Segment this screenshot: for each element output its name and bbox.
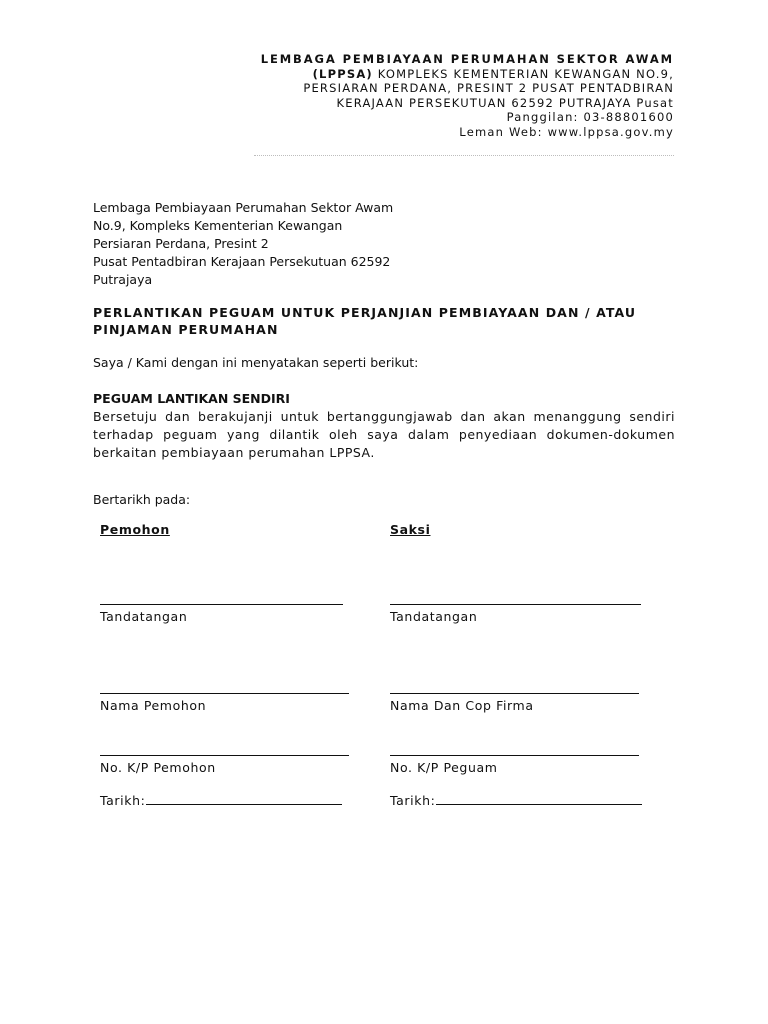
address-line: Lembaga Pembiayaan Perumahan Sektor Awam — [93, 200, 394, 215]
applicant-date-label: Tarikh: — [100, 793, 146, 808]
applicant-ic-block — [100, 755, 349, 775]
letterhead-org-name: LEMBAGA PEMBIAYAAN PERUMAHAN SEKTOR AWAM — [260, 52, 674, 66]
witness-signature-block — [390, 604, 641, 624]
applicant-name-line[interactable] — [100, 693, 349, 694]
address-line: No.9, Kompleks Kementerian Kewangan — [93, 218, 343, 233]
letterhead-address-2: PERSIARAN PERDANA, PRESINT 2 PUSAT PENTADBIRAN — [303, 81, 674, 96]
address-line: Pusat Pentadbiran Kerajaan Persekutuan 62592 — [93, 254, 391, 269]
intro-text: Saya / Kami dengan ini menyatakan seperti berikut: — [93, 355, 419, 370]
witness-date-label: Tarikh: — [390, 793, 436, 808]
address-line: Putrajaya — [93, 272, 153, 287]
applicant-date-line[interactable] — [146, 792, 342, 805]
applicant-signature-block — [100, 604, 343, 624]
applicant-name-block — [100, 693, 349, 713]
section-heading: PEGUAM LANTIKAN SENDIRI — [93, 391, 290, 406]
witness-name-line[interactable] — [390, 693, 639, 694]
letterhead-website: Leman Web: www.lppsa.gov.my — [459, 124, 674, 139]
section-body: Bersetuju dan berakujanji untuk bertanggungjawab dan akan menanggung sendiri terhadap peguam yang dilantik oleh saya dalam penyediaan dokumen-dokumen berkaitan pembiayaan perumahan LPPSA. — [93, 409, 675, 460]
witness-name-label: Nama Dan Cop Firma — [390, 698, 534, 713]
applicant-name-label: Nama Pemohon — [100, 698, 207, 713]
recipient-address — [93, 199, 393, 289]
subject-heading: PERLANTIKAN PEGUAM UNTUK PERJANJIAN PEMBIAYAAN DAN / ATAU PINJAMAN PERUMAHAN — [93, 305, 637, 337]
applicant-signature-line[interactable] — [100, 604, 343, 605]
letterhead-address-3: KERAJAAN PERSEKUTUAN 62592 PUTRAJAYA Pusat — [336, 95, 674, 110]
witness-ic-label: No. K/P Peguam — [390, 760, 498, 775]
applicant-ic-line[interactable] — [100, 755, 349, 756]
applicant-date-row — [100, 792, 342, 808]
letterhead-phone: Panggilan: 03-88801600 — [506, 110, 674, 125]
address-line: Persiaran Perdana, Presint 2 — [93, 236, 269, 251]
applicant-ic-label: No. K/P Pemohon — [100, 760, 216, 775]
witness-ic-block — [390, 755, 639, 775]
letterhead — [244, 52, 674, 140]
witness-title: Saksi — [390, 522, 431, 537]
witness-signature-label: Tandatangan — [390, 609, 478, 624]
letterhead-divider — [254, 155, 674, 156]
letterhead-line-2 — [244, 67, 674, 82]
applicant-title: Pemohon — [100, 522, 170, 537]
witness-date-line[interactable] — [436, 792, 642, 805]
witness-ic-line[interactable] — [390, 755, 639, 756]
letterhead-address-1: KOMPLEKS KEMENTERIAN KEWANGAN NO.9, — [372, 66, 674, 81]
witness-name-block — [390, 693, 639, 713]
dated-label: Bertarikh pada: — [93, 492, 191, 507]
witness-date-row — [390, 792, 642, 808]
declaration-section — [93, 390, 675, 462]
witness-signature-line[interactable] — [390, 604, 641, 605]
letterhead-abbrev: (LPPSA) — [312, 66, 373, 81]
applicant-signature-label: Tandatangan — [100, 609, 188, 624]
